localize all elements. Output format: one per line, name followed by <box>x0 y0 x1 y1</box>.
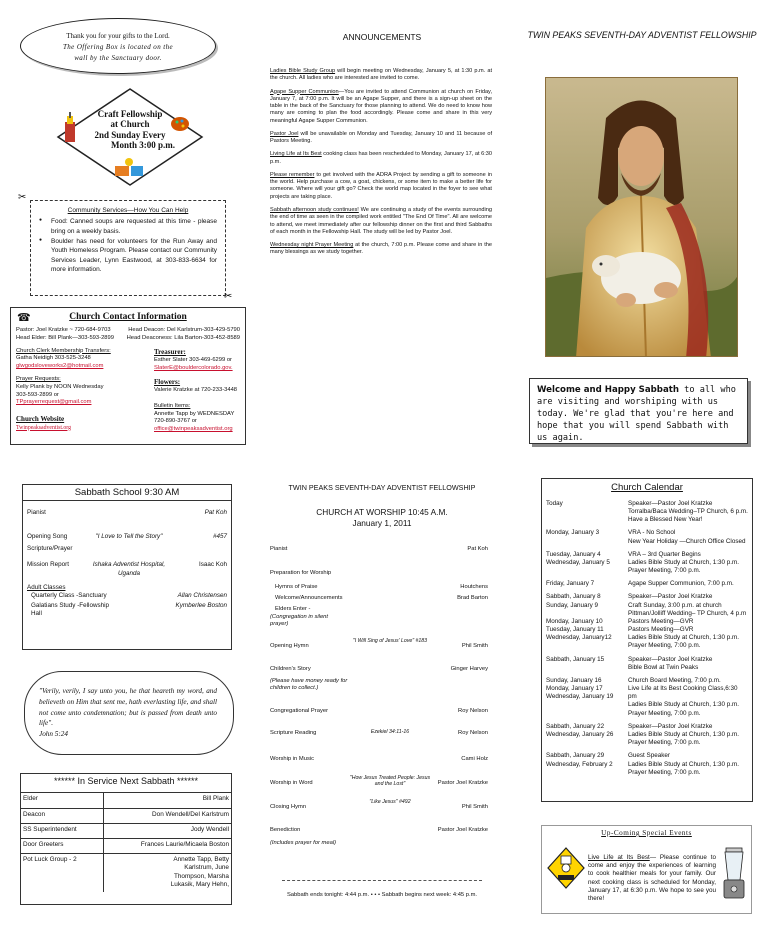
school-detail <box>89 545 169 553</box>
sabbath-school-box <box>22 484 232 650</box>
calendar-event: Church Board Meeting, 7:00 p.m. <box>628 676 721 684</box>
calendar-heading: Church Calendar <box>611 482 683 493</box>
calendar-date: Wednesday, January 19 <box>546 693 614 701</box>
offering-line-2: The Offering Box is located on the <box>62 43 174 52</box>
treasurer-title: Treasurer: <box>154 347 186 356</box>
bulletin-email-link[interactable]: office@twinpeaksadventist.org <box>154 426 233 433</box>
table-row <box>21 808 231 823</box>
calendar-event: Ladies Bible Study at Church, 1:30 p.m. <box>628 634 739 642</box>
worship-detail: "How Jesus Treated People: Jesus and the Lost" <box>349 775 431 787</box>
welcome-text: to all who are visiting and worshiping with us today. We're glad that you're here and hope that you will spend Sabbath with us again. <box>537 385 736 444</box>
community-item: ● Food: Canned soups are requested at this time - please bring on a weekly basis. <box>39 217 217 236</box>
announcement-item <box>270 207 492 236</box>
community-title: Community Services—How You Can Help <box>67 207 189 214</box>
flowers-line: Valerie Kratzke at 720-233-3448 <box>154 387 238 393</box>
calendar-event: Speaker—Pastor Joel Kratzke <box>628 722 713 730</box>
worship-label: Worship in Music <box>270 756 315 762</box>
calendar-date: Sunday, January 9 <box>546 601 599 609</box>
offering-line-1: Thank you for your gifts to the Lord. <box>66 32 170 40</box>
announcement-key: Living Life at Its Best <box>270 151 322 158</box>
calendar-date: Tuesday, January 11 <box>546 626 604 634</box>
clerk-title: Church Clerk Membership Transfers: <box>16 347 111 354</box>
calendar-entry <box>546 593 748 650</box>
service-role: SS Superintendent <box>21 823 103 838</box>
worship-label: Opening Hymn <box>270 643 309 649</box>
calendar-date: Wednesday, February 2 <box>546 760 613 768</box>
shepherd-painting <box>545 77 738 357</box>
treasurer-email-link[interactable]: SlaterE@bouldercolorado.gov. <box>154 364 233 371</box>
website-link[interactable]: Twinpeaksadventist.org <box>16 424 72 431</box>
calendar-event: Prayer Meeting, 7:00 p.m. <box>628 642 701 650</box>
scripture-verse-box <box>24 671 234 755</box>
school-role: Mission Report <box>27 561 69 569</box>
calendar-entry <box>546 677 748 718</box>
calendar-event: Prayer Meeting, 7:00 p.m. <box>628 709 701 717</box>
in-service-box <box>20 773 232 905</box>
school-detail: "I Love to Tell the Story" <box>95 533 163 541</box>
announcement-item <box>270 68 492 83</box>
service-role: Elder <box>21 793 103 808</box>
calendar-events <box>628 500 748 525</box>
worship-label: Scripture Reading <box>270 730 317 736</box>
in-service-table <box>21 793 231 892</box>
head-deaconess-contact: Head Deaconess: Lila Barton-303-452-8589 <box>126 334 240 341</box>
worship-person: Brad Barton <box>457 595 488 601</box>
service-name: Jody Wendell <box>103 823 231 838</box>
treasurer-line: Esther Slater 303-469-6299 or <box>154 356 232 363</box>
prayer-title: Prayer Requests: <box>16 375 61 382</box>
calendar-date: Tuesday, January 4 <box>546 550 601 558</box>
worship-label: Elders Enter - <box>275 606 311 612</box>
school-detail <box>89 509 169 517</box>
calendar-events <box>628 551 748 576</box>
worship-person: Phil Smith <box>461 804 488 810</box>
calendar-entry <box>546 723 748 748</box>
scissors-icon: ✂ <box>224 291 233 302</box>
worship-person: Pat Koh <box>467 546 488 552</box>
calendar-date: Wednesday, January 26 <box>546 731 614 738</box>
church-calendar-box <box>541 478 753 802</box>
announcements-body <box>270 68 492 263</box>
worship-subtitle: CHURCH AT WORSHIP 10:45 A.M. <box>316 507 448 517</box>
calendar-date <box>546 610 628 618</box>
prayer-line-2: 303-593-2899 or <box>16 391 59 398</box>
calendar-date: Wednesday, January 5 <box>546 558 610 566</box>
announcement-text: to get involved with the ADRA Project by sending a gift to someone in the world. Help purchase a cow, a goat, chickens, or some item to make a better life for someone. Where will your gift go? Check the world map located in the foyer to see what projects are taking place. <box>270 171 492 200</box>
calendar-event: Torralba/Baca Wedding–TP Church, 6 p.m. <box>628 508 748 516</box>
calendar-entry <box>546 551 748 576</box>
calendar-event: Pastors Meeting—GVR <box>628 617 694 625</box>
offering-line-3: wall by the Sanctuary door. <box>74 54 162 63</box>
school-row <box>27 602 227 618</box>
offering-oval <box>20 18 216 74</box>
worship-note: (Includes prayer for meal) <box>270 840 337 846</box>
upcoming-text: — Please continue to come and enjoy the experiences of learning to cook healthier meals for your family. Our next cooking class is scheduled for Monday, January 17, at 6:30 p.m. We hope to see you there! <box>588 854 717 902</box>
calendar-events <box>628 529 748 545</box>
service-name: Don Wendell/Del Karlstrum <box>103 808 231 823</box>
calendar-event: Speaker—Pastor Joel Kratzke <box>628 655 713 663</box>
service-role: Door Greeters <box>21 838 103 853</box>
website-title: Church Website <box>16 415 65 424</box>
cooking-sign-icon <box>546 846 586 890</box>
table-row <box>21 823 231 838</box>
worship-detail: Ezekiel 34:11-16 <box>370 729 410 735</box>
craft-line-3: 2nd Sunday Every <box>94 129 166 140</box>
table-row <box>21 838 231 853</box>
calendar-event: New Year Holiday —Church Office Closed <box>628 537 746 545</box>
dashed-divider <box>282 880 482 881</box>
school-row <box>27 592 227 600</box>
worship-label: Worship in Word <box>270 780 313 786</box>
calendar-dates <box>546 593 628 650</box>
worship-note: (Congregation in silent prayer) <box>270 614 329 628</box>
calendar-date: Monday, January 17 <box>546 685 603 693</box>
flowers-title: Flowers: <box>154 377 181 386</box>
school-row <box>27 509 227 517</box>
service-name: Annette Tapp, Betty Karlstrum, June Thompson, Marsha Lukasik, Mary Hehn, <box>170 855 229 889</box>
upcoming-key: Live Life at Its Best <box>588 854 650 861</box>
craft-line-4: Month 3:00 p.m. <box>110 140 175 151</box>
school-role: Pianist <box>27 508 46 516</box>
calendar-event: Ladies Bible Study at Church, 1:30 p.m. <box>628 760 739 768</box>
contact-heading: Church Contact Information <box>69 312 187 322</box>
worship-label: Preparation for Worship <box>270 570 332 576</box>
calendar-event: Pastors Meeting—GVR <box>628 626 694 634</box>
calendar-date: Sabbath, January 15 <box>546 655 605 663</box>
worship-label: Welcome/Announcements <box>275 595 343 601</box>
calendar-event: Live Life at Its Best Cooking Class,6:30 pm <box>628 685 738 701</box>
announcement-item <box>270 89 492 125</box>
calendar-date: Today <box>546 499 563 507</box>
calendar-dates <box>546 500 628 525</box>
school-person: Kymberlee Boston <box>175 602 227 610</box>
calendar-dates <box>546 529 628 545</box>
announcement-text: We are continuing a study of the events surrounding the end of time as seen in the compiled work entitled "The End Of Time". All are welcome to attend, we meet immediately after our fellowship dinner on the first and third Sabbaths of each month in the Fellowship Hall. The study will be led by Pastor Joel. <box>270 206 492 235</box>
worship-label: Children's Story <box>270 666 311 672</box>
verse-text: "Verily, verily, I say unto you, he that heareth my word, and believeth on Him that sent me, hath everlasting life, and shall not come unto condemnation; but is passed from death unto life". <box>39 687 217 728</box>
school-role: Quarterly Class -Sanctuary <box>31 591 107 599</box>
calendar-event: Ladies Bible Study at Church, 1:30 p.m. <box>628 701 739 709</box>
calendar-dates <box>546 752 628 777</box>
service-role: Pot Luck Group - 2 <box>21 853 103 892</box>
announcement-text: —You are invited to attend Communion at church on Friday, January 7, at 7:00 p.m. It will be an Agape Supper, and there is a sign-up sheet on the table in the back of the Sanctuary for those planning to attend. We do need to know how many are coming to plan the food accordingly. Please come and share in this very meaningful Agape Supper Communion. <box>270 88 492 124</box>
calendar-entry <box>546 580 748 588</box>
announcement-item <box>270 172 492 201</box>
phone-icon: ☎ <box>17 312 31 324</box>
calendar-event: Guest Speaker <box>628 752 671 760</box>
calendar-event: Speaker—Pastor Joel Kratzke <box>628 499 713 507</box>
calendar-event: Bible Bowl at Twin Peaks <box>628 663 699 671</box>
calendar-event: Ladies Bible Study at Church, 1:30 p.m. <box>628 558 739 566</box>
calendar-dates <box>546 677 628 718</box>
welcome-box <box>529 378 748 444</box>
worship-label: Hymns of Praise <box>275 584 318 590</box>
worship-title: TWIN PEAKS SEVENTH-DAY ADVENTIST FELLOWSHIP <box>288 483 476 492</box>
worship-label: Benediction <box>270 827 301 833</box>
blender-icon <box>720 846 748 902</box>
worship-date: January 1, 2011 <box>352 518 412 528</box>
calendar-date: Sunday, January 16 <box>546 676 602 684</box>
worship-label: Pianist <box>270 546 288 552</box>
school-row <box>27 533 227 541</box>
worship-person: Roy Nelson <box>458 730 488 736</box>
calendar-events <box>628 593 748 650</box>
worship-person: Cami Holz <box>461 756 488 762</box>
bulletin-line-2: 720-890-3767 or <box>154 418 197 425</box>
announcement-key: Please remember <box>270 171 315 178</box>
service-role: Deacon <box>21 808 103 823</box>
school-person: Allan Christensen <box>177 591 227 599</box>
worship-person: Pastor Joel Kratzke <box>437 827 488 833</box>
calendar-date: Sabbath, January 22 <box>546 722 605 730</box>
calendar-entry <box>546 752 748 777</box>
community-list <box>39 217 217 275</box>
craft-fellowship-badge <box>55 86 205 188</box>
calendar-events <box>628 723 748 748</box>
announcement-text: cooking class has been rescheduled to Monday, January 17, at 6:30 p.m. <box>270 151 492 165</box>
school-person <box>169 545 227 553</box>
calendar-list <box>546 500 748 777</box>
in-service-heading: ****** In Service Next Sabbath ****** <box>21 774 231 793</box>
table-row <box>21 853 231 892</box>
welcome-lead: Welcome and Happy Sabbath <box>537 385 679 395</box>
calendar-event: Craft Sunday, 3:00 p.m. at church <box>628 601 722 609</box>
craft-line-2: at Church <box>110 119 150 130</box>
fellowship-title: TWIN PEAKS SEVENTH-DAY ADVENTIST FELLOWSHIP <box>527 30 757 40</box>
calendar-event: Prayer Meeting, 7:00 p.m. <box>628 739 701 747</box>
announcement-key: Ladies Bible Study Group <box>270 68 336 74</box>
announcement-text: at the church, 7:00 p.m. Please come and share in the many blessings as we study together. <box>270 242 492 256</box>
announcement-key: Agape Supper Communion <box>270 88 339 95</box>
calendar-date: Monday, January 3 <box>546 529 600 537</box>
announcement-item <box>270 131 492 146</box>
school-role: Opening Song <box>27 533 68 541</box>
announcement-item <box>270 242 492 257</box>
school-row <box>27 545 227 553</box>
craft-line-1: Craft Fellowship <box>97 109 163 119</box>
worship-person: Roy Nelson <box>458 708 488 714</box>
calendar-event: Ladies Bible Study at Church, 1:30 p.m. <box>628 731 739 738</box>
calendar-dates <box>546 551 628 576</box>
calendar-entry <box>546 656 748 672</box>
calendar-event: Agape Supper Communion, 7:00 p.m. <box>628 580 734 588</box>
sabbath-school-heading: Sabbath School 9:30 AM <box>23 487 231 501</box>
worship-detail: "I Will Sing of Jesus' Love" #183 <box>352 638 428 644</box>
announcement-item <box>270 151 492 166</box>
calendar-events <box>628 580 748 588</box>
calendar-events <box>628 677 748 718</box>
calendar-date: Friday, January 7 <box>546 580 595 588</box>
school-row <box>27 584 227 592</box>
community-services-box <box>30 200 226 296</box>
calendar-event: Pittman/Jolliff Wedding– TP Church, 4 p.m <box>628 609 747 617</box>
calendar-event: Have a Blessed New Year! <box>628 516 703 524</box>
calendar-dates <box>546 656 628 672</box>
worship-label: Closing Hymn <box>270 804 307 810</box>
pastor-contact: Pastor: Joel Kratzke ~ 720-684-9703 <box>16 326 111 333</box>
clerk-email-link[interactable]: glwgodsloveworks2@hotmail.com <box>16 363 104 370</box>
calendar-entry <box>546 529 748 545</box>
calendar-event: VRA – 3rd Quarter Begins <box>628 550 701 558</box>
prayer-line-1: Kelly Plank by NOON Wednesday <box>16 383 104 390</box>
school-person: Isaac Koh <box>198 561 227 569</box>
upcoming-body <box>588 854 716 903</box>
service-name: Frances Laurie/Micaela Boston <box>103 838 231 853</box>
calendar-date: Monday, January 10 <box>546 617 603 625</box>
upcoming-heading: Up-Coming Special Events <box>601 829 692 837</box>
head-deacon-contact: Head Deacon: Del Karlstrum-303-429-5790 <box>128 326 240 333</box>
head-elder-contact: Head Elder: Bill Plank—303-593-2899 <box>16 334 114 341</box>
announcements-title: ANNOUNCEMENTS <box>342 32 422 42</box>
worship-label: Congregational Prayer <box>270 708 329 714</box>
school-role: Scripture/Prayer <box>27 545 73 553</box>
sabbath-times: Sabbath ends tonight: 4:44 p.m. • • • Sabbath begins next week: 4:45 p.m. <box>286 892 478 898</box>
clerk-name: Gatha Neidigh 303-525-3248 <box>16 355 91 362</box>
announcement-key: Wednesday night Prayer Meeting <box>270 242 354 249</box>
upcoming-events-box <box>541 825 752 914</box>
school-detail: Ishaka Adventist Hospital, Uganda <box>92 561 166 577</box>
table-row <box>21 793 231 808</box>
calendar-date: Wednesday, January12 <box>546 634 612 642</box>
bulletin-line-1: Annette Tapp by WEDNESDAY <box>154 410 235 417</box>
school-person: Pat Koh <box>204 508 227 516</box>
worship-person: Phil Smith <box>461 643 488 649</box>
calendar-event: Prayer Meeting, 7:00 p.m. <box>628 768 701 776</box>
calendar-events <box>628 752 748 777</box>
shepherd-with-lamb-image <box>546 78 738 357</box>
announcement-text: will begin meeting on Wednesday, January 5, at 1:30 p.m. at the church. All ladies who are interested are invited to come. <box>270 68 492 82</box>
scissors-icon: ✂ <box>18 192 27 203</box>
community-item: ● Boulder has need for volunteers for the Run Away and Youth Homeless Program. Please contact our Community Services Leader, Lynn Eastwood, at 303-833-6634 for more information. <box>39 237 217 275</box>
announcement-key: Sabbath afternoon study continues! <box>270 206 359 213</box>
school-role: Galatians Study -Fellowship Hall <box>31 602 110 618</box>
announcement-key: Pastor Joel <box>270 130 299 137</box>
calendar-event: VRA - No School <box>628 529 676 537</box>
worship-person: Ginger Harvey <box>450 666 488 672</box>
calendar-event: Speaker—Pastor Joel Kratzke <box>628 593 713 601</box>
calendar-event: Prayer Meeting, 7:00 p.m. <box>628 567 701 575</box>
bulletin-title: Bulletin Items: <box>154 402 191 409</box>
craft-fellowship-text <box>55 109 205 150</box>
prayer-email-link[interactable]: TPprayerrequest@gmail.com <box>16 399 92 406</box>
worship-person: Pastor Joel Kratzke <box>437 780 488 786</box>
verse-reference: John 5:24 <box>39 730 68 739</box>
calendar-date: Sabbath, January 29 <box>546 752 605 760</box>
worship-person: Houtchens <box>460 584 488 590</box>
church-contact-box <box>10 307 246 445</box>
service-name: Bill Plank <box>103 793 231 808</box>
calendar-events <box>628 656 748 672</box>
school-role: Adult Classes <box>27 583 66 591</box>
announcement-text: will be unavailable on Monday and Tuesday, January 10 and 11 because of Pastors Meeting. <box>270 130 493 145</box>
calendar-entry <box>546 500 748 525</box>
school-row <box>27 561 227 577</box>
school-person: #457 <box>212 533 227 541</box>
worship-note: (Please have money ready for children to collect.) <box>270 678 348 692</box>
calendar-dates <box>546 580 628 588</box>
calendar-dates <box>546 723 628 748</box>
calendar-date: Sabbath, January 8 <box>546 593 601 601</box>
worship-detail: "Like Jesus" #492 <box>369 799 411 805</box>
